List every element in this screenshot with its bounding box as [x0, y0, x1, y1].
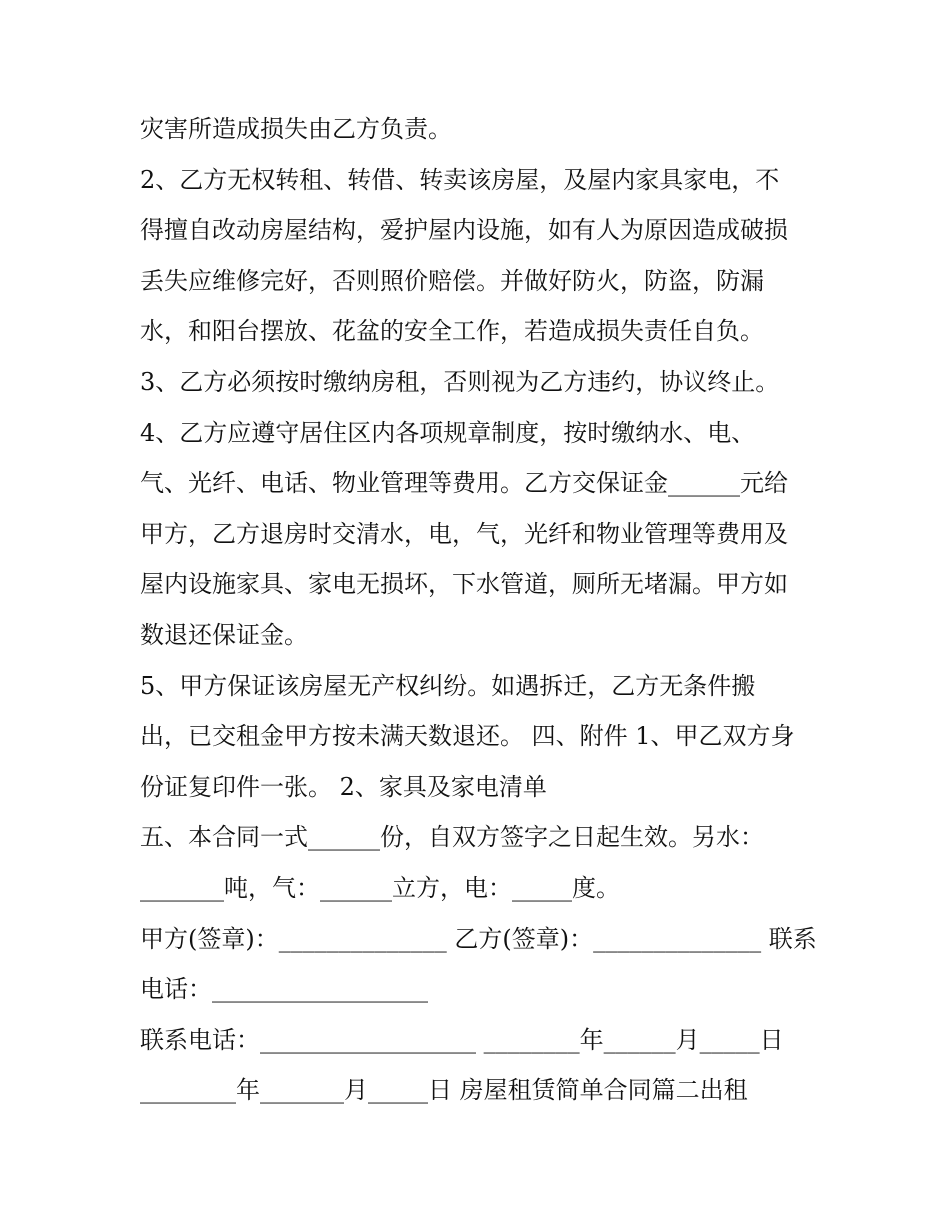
text-line: 灾害所造成损失由乙方负责。 [140, 115, 452, 143]
text-line: 数退还保证金。 [140, 620, 308, 649]
text-line: 3、乙方必须按时缴纳房租，否则视为乙方违约，协议终止。 [140, 367, 780, 396]
text-line: 出，已交租金甲方按未满天数退还。 四、附件 1、甲乙双方身 [140, 722, 795, 751]
text-line: _______吨，气：______立方，电：_____度。 [140, 873, 620, 902]
text-line: ________年_______月_____日 房屋租赁简单合同篇二出租 [140, 1076, 748, 1105]
contract-text [140, 104, 830, 1116]
text-line: 甲方，乙方退房时交清水，电，气，光纤和物业管理等费用及 [140, 519, 788, 548]
text-line: 屋内设施家具、家电无损坏，下水管道，厕所无堵漏。甲方如 [140, 570, 788, 599]
text-line: 联系电话：__________________ ________年______月_____日 [140, 1025, 784, 1054]
text-line: 电话：__________________ [140, 975, 428, 1004]
text-line: 水，和阳台摆放、花盆的安全工作，若造成损失责任自负。 [140, 317, 764, 346]
text-line: 五、本合同一式______份，自双方签字之日起生效。另水： [140, 823, 764, 852]
text-line: 5、甲方保证该房屋无产权纠纷。如遇拆迁，乙方无条件搬 [140, 671, 756, 700]
text-line: 甲方(签章)：______________ 乙方(签章)：______________ 联系 [140, 924, 817, 953]
text-line: 份证复印件一张。 2、家具及家电清单 [140, 772, 547, 801]
text-line: 得擅自改动房屋结构，爱护屋内设施，如有人为原因造成破损 [140, 216, 788, 245]
text-line: 2、乙方无权转租、转借、转卖该房屋，及屋内家具家电，不 [140, 165, 780, 194]
text-line: 丢失应维修完好，否则照价赔偿。并做好防火，防盗，防漏 [140, 266, 764, 295]
text-line: 气、光纤、电话、物业管理等费用。乙方交保证金______元给 [140, 469, 788, 498]
text-line: 4、乙方应遵守居住区内各项规章制度，按时缴纳水、电、 [140, 418, 756, 447]
